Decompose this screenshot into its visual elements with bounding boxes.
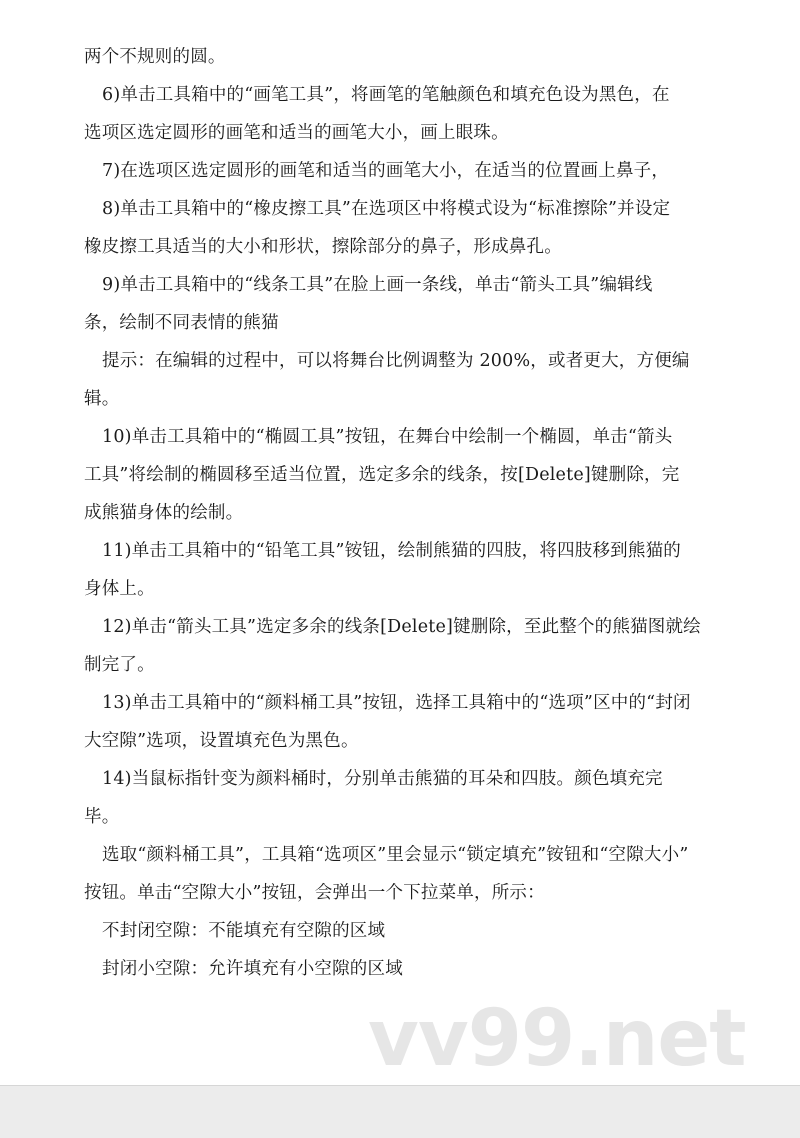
text-line: 12)单击“箭头工具”选定多余的线条[Delete]键删除，至此整个的熊猫图就绘 <box>102 617 701 637</box>
text-line: 封闭小空隙：允许填充有小空隙的区域 <box>102 959 403 979</box>
text-line: 辑。 <box>84 389 120 409</box>
text-line: 成熊猫身体的绘制。 <box>84 503 244 523</box>
text-line: 制完了。 <box>84 655 155 675</box>
text-line: 提示：在编辑的过程中，可以将舞台比例调整为 200%，或者更大，方便编 <box>102 351 690 371</box>
document-body <box>84 38 714 988</box>
text-line: 选项区选定圆形的画笔和适当的画笔大小，画上眼珠。 <box>84 123 509 143</box>
text-line: 7)在选项区选定圆形的画笔和适当的画笔大小，在适当的位置画上鼻子， <box>102 161 670 181</box>
text-line: 两个不规则的圆。 <box>84 47 226 67</box>
text-line: 13)单击工具箱中的“颜料桶工具”按钮，选择工具箱中的“选项”区中的“封闭 <box>102 693 691 713</box>
viewer-bottom-bar <box>0 1085 800 1138</box>
watermark: vv99.net <box>368 994 746 1084</box>
text-line: 条，绘制不同表情的熊猫 <box>84 313 279 333</box>
text-line: 大空隙”选项，设置填充色为黑色。 <box>84 731 359 751</box>
text-line: 橡皮擦工具适当的大小和形状，擦除部分的鼻子，形成鼻孔。 <box>84 237 562 257</box>
text-line: 6)单击工具箱中的“画笔工具”，将画笔的笔触颜色和填充色设为黑色，在 <box>102 85 670 105</box>
text-line: 按钮。单击“空隙大小”按钮，会弹出一个下拉菜单，所示： <box>84 883 545 903</box>
text-line: 毕。 <box>84 807 120 827</box>
text-line: 选取“颜料桶工具”，工具箱“选项区”里会显示“锁定填充”铵钮和“空隙大小” <box>102 845 689 865</box>
text-line: 9)单击工具箱中的“线条工具”在脸上画一条线，单击“箭头工具”编辑线 <box>102 275 653 295</box>
text-line: 身体上。 <box>84 579 155 599</box>
text-line: 10)单击工具箱中的“椭圆工具”按钮，在舞台中绘制一个椭圆，单击“箭头 <box>102 427 673 447</box>
text-line: 不封闭空隙：不能填充有空隙的区域 <box>102 921 386 941</box>
text-line: 8)单击工具箱中的“橡皮擦工具”在选项区中将模式设为“标准擦除”并设定 <box>102 199 671 219</box>
text-line: 11)单击工具箱中的“铅笔工具”铵钮，绘制熊猫的四肢，将四肢移到熊猫的 <box>102 541 681 561</box>
text-line: 14)当鼠标指针变为颜料桶时，分别单击熊猫的耳朵和四肢。颜色填充完 <box>102 769 663 789</box>
text-line: 工具”将绘制的椭圆移至适当位置，选定多余的线条，按[Delete]键删除，完 <box>84 465 680 485</box>
